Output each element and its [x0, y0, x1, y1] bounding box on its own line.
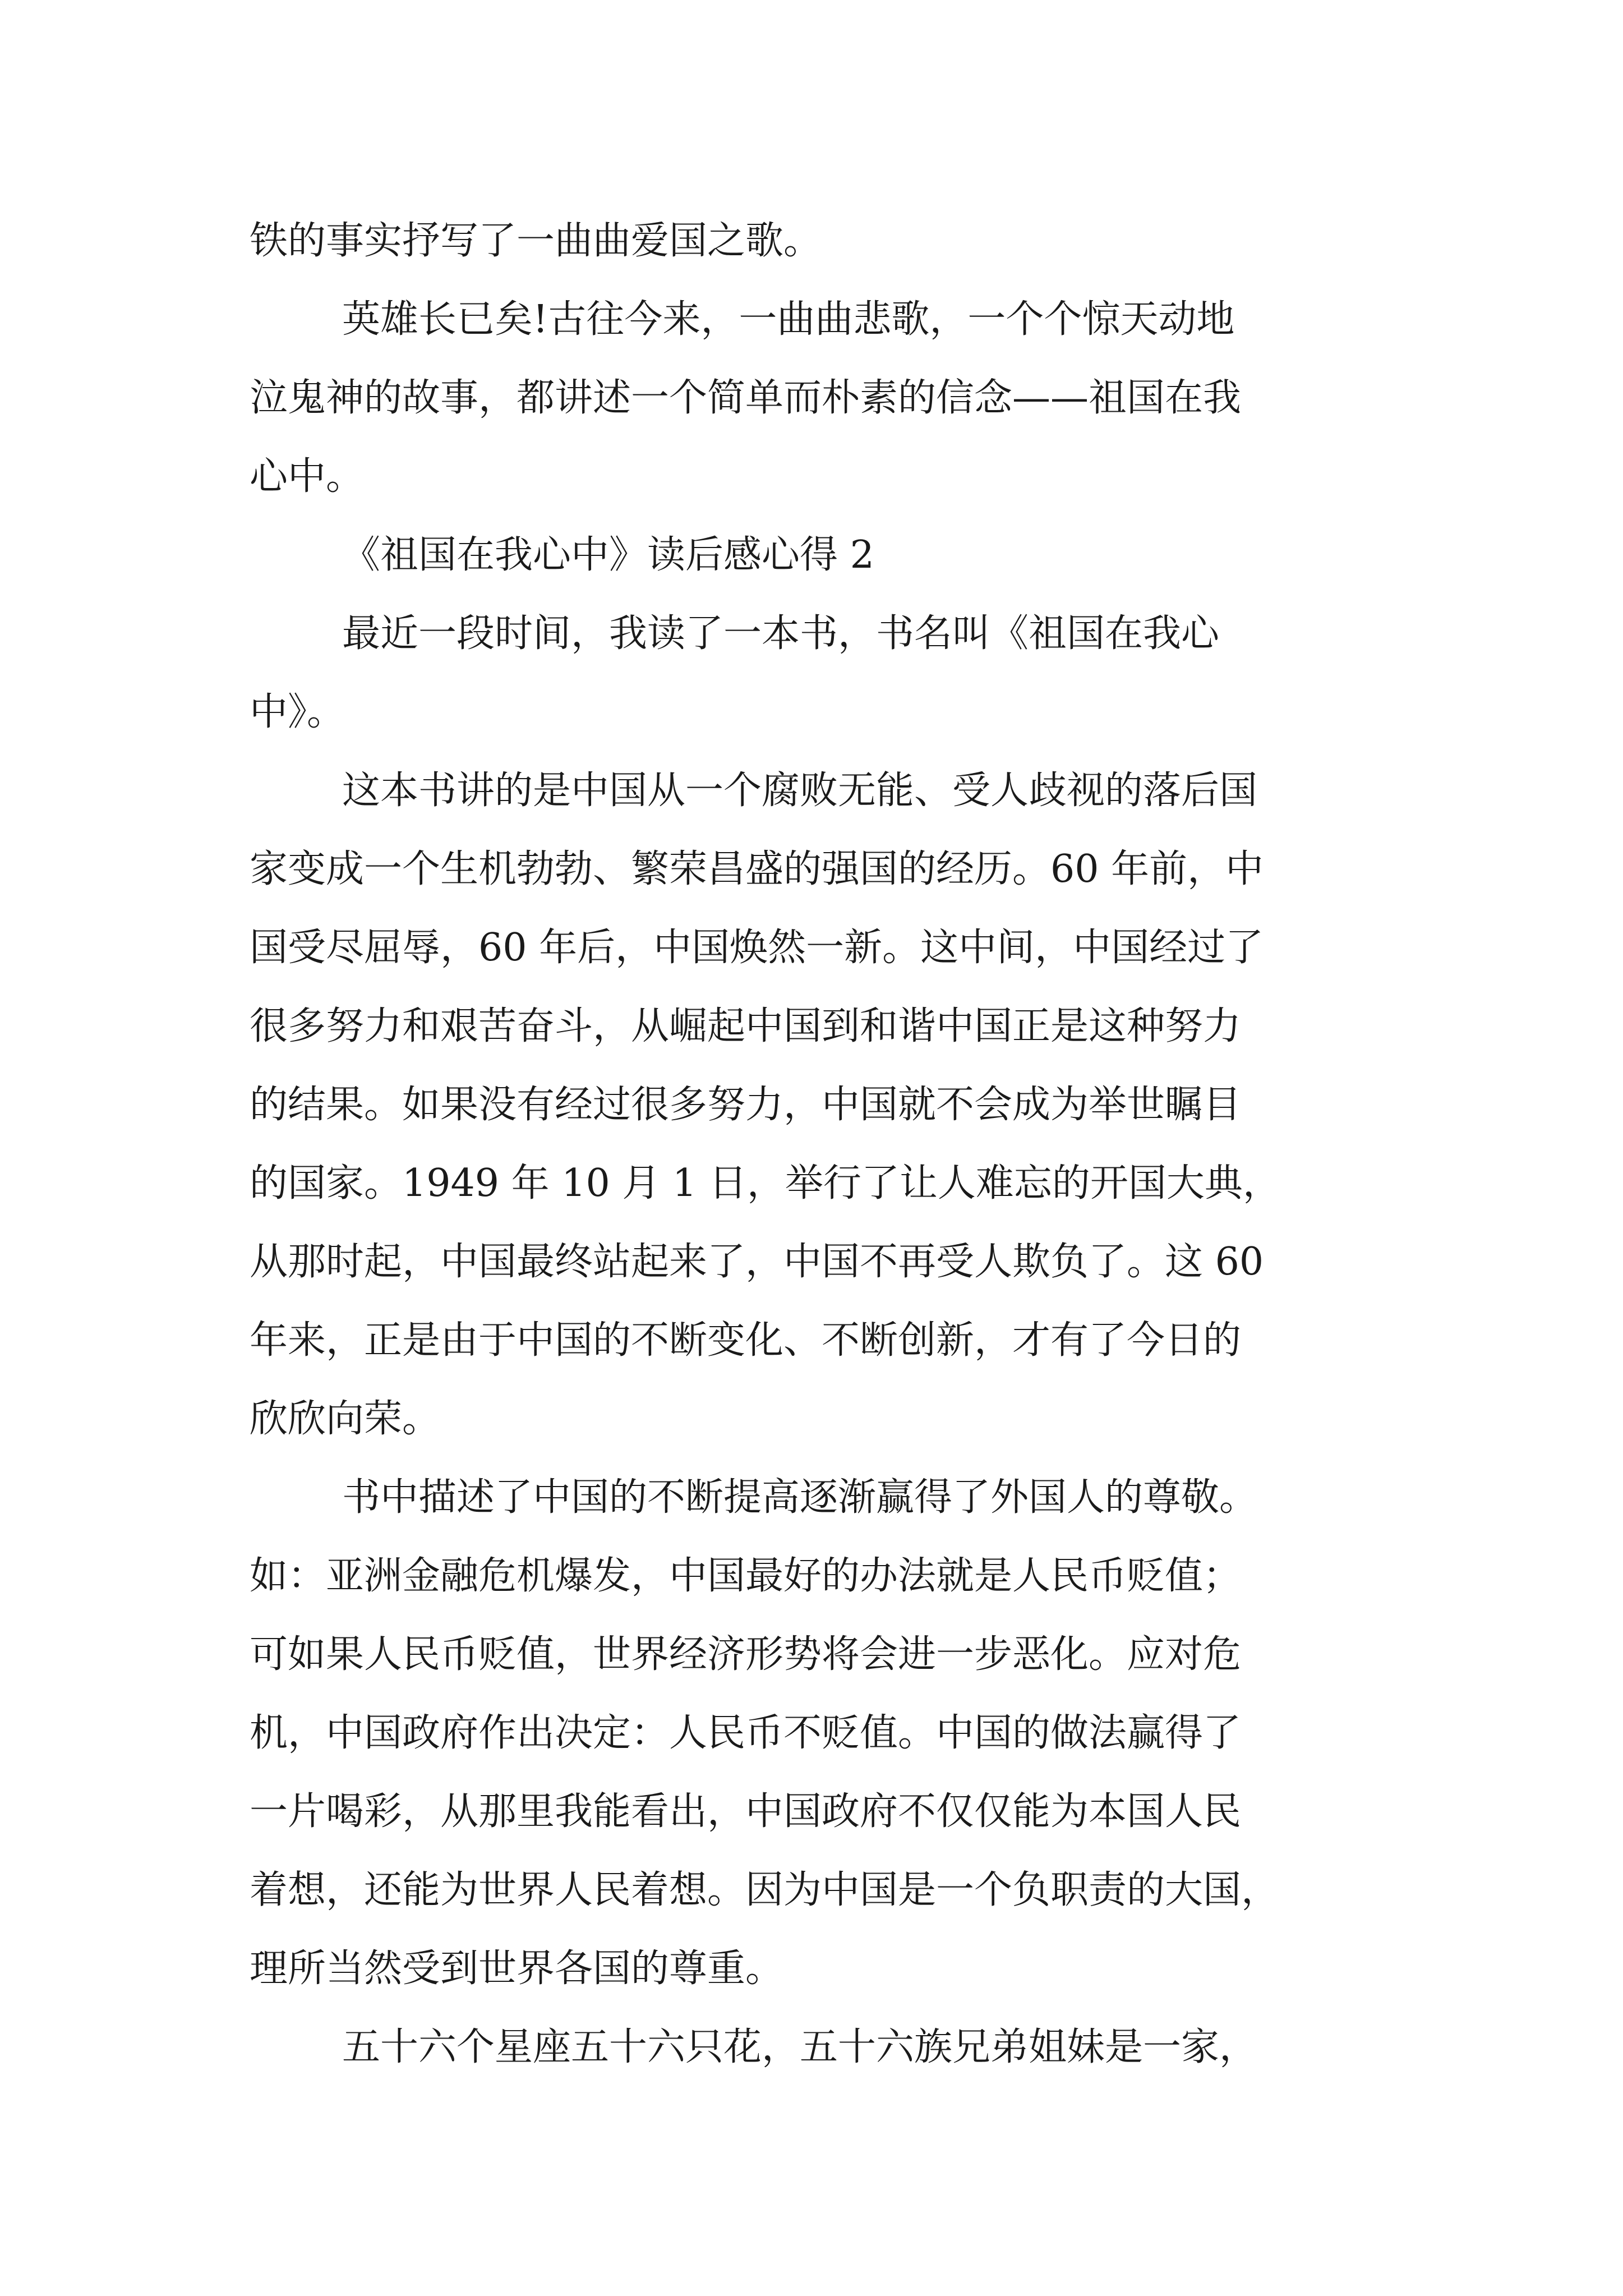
text-line: 五十六个星座五十六只花，五十六族兄弟姐妹是一家， [342, 2025, 1258, 2069]
text-line: 理所当然受到世界各国的尊重。 [250, 1947, 784, 1991]
text-line: 国受尽屈辱，60 年后，中国焕然一新。这中间，中国经过了 [250, 926, 1264, 970]
text-line: 如：亚洲金融危机爆发，中国最好的办法就是人民币贬值； [250, 1554, 1242, 1598]
text-line: 心中。 [250, 454, 365, 499]
section-heading: 《祖国在我心中》读后感心得 2 [342, 533, 874, 577]
text-line: 着想，还能为世界人民着想。因为中国是一个负职责的大国， [250, 1868, 1280, 1912]
text-line: 可如果人民币贬值，世界经济形势将会进一步恶化。应对危 [250, 1632, 1242, 1677]
text-line: 的结果。如果没有经过很多努力，中国就不会成为举世瞩目 [250, 1083, 1242, 1127]
text-line: 泣鬼神的故事，都讲述一个简单而朴素的信念——祖国在我 [250, 376, 1242, 420]
text-line: 很多努力和艰苦奋斗，从崛起中国到和谐中国正是这种努力 [250, 1004, 1242, 1048]
text-line: 从那时起，中国最终站起来了，中国不再受人欺负了。这 60 [250, 1240, 1264, 1284]
text-line: 书中描述了中国的不断提高逐渐赢得了外国人的尊敬。 [342, 1475, 1258, 1520]
text-line: 的国家。1949 年 10 月 1 日，举行了让人难忘的开国大典， [250, 1161, 1281, 1205]
text-line: 家变成一个生机勃勃、繁荣昌盛的强国的经历。60 年前，中 [250, 847, 1264, 891]
text-line: 机，中国政府作出决定：人民币不贬值。中国的做法赢得了 [250, 1711, 1242, 1755]
text-line: 年来，正是由于中国的不断变化、不断创新，才有了今日的 [250, 1318, 1242, 1363]
text-line: 欣欣向荣。 [250, 1397, 441, 1441]
text-line: 这本书讲的是中国从一个腐败无能、受人歧视的落后国 [342, 769, 1258, 813]
text-line: 英雄长已矣!古往今来，一曲曲悲歌，一个个惊天动地 [342, 297, 1235, 342]
text-line: 中》。 [250, 690, 345, 734]
text-line: 一片喝彩，从那里我能看出，中国政府不仅仅能为本国人民 [250, 1789, 1242, 1834]
text-line: 铁的事实抒写了一曲曲爱国之歌。 [250, 219, 822, 263]
text-line: 最近一段时间，我读了一本书，书名叫《祖国在我心 [342, 611, 1220, 656]
